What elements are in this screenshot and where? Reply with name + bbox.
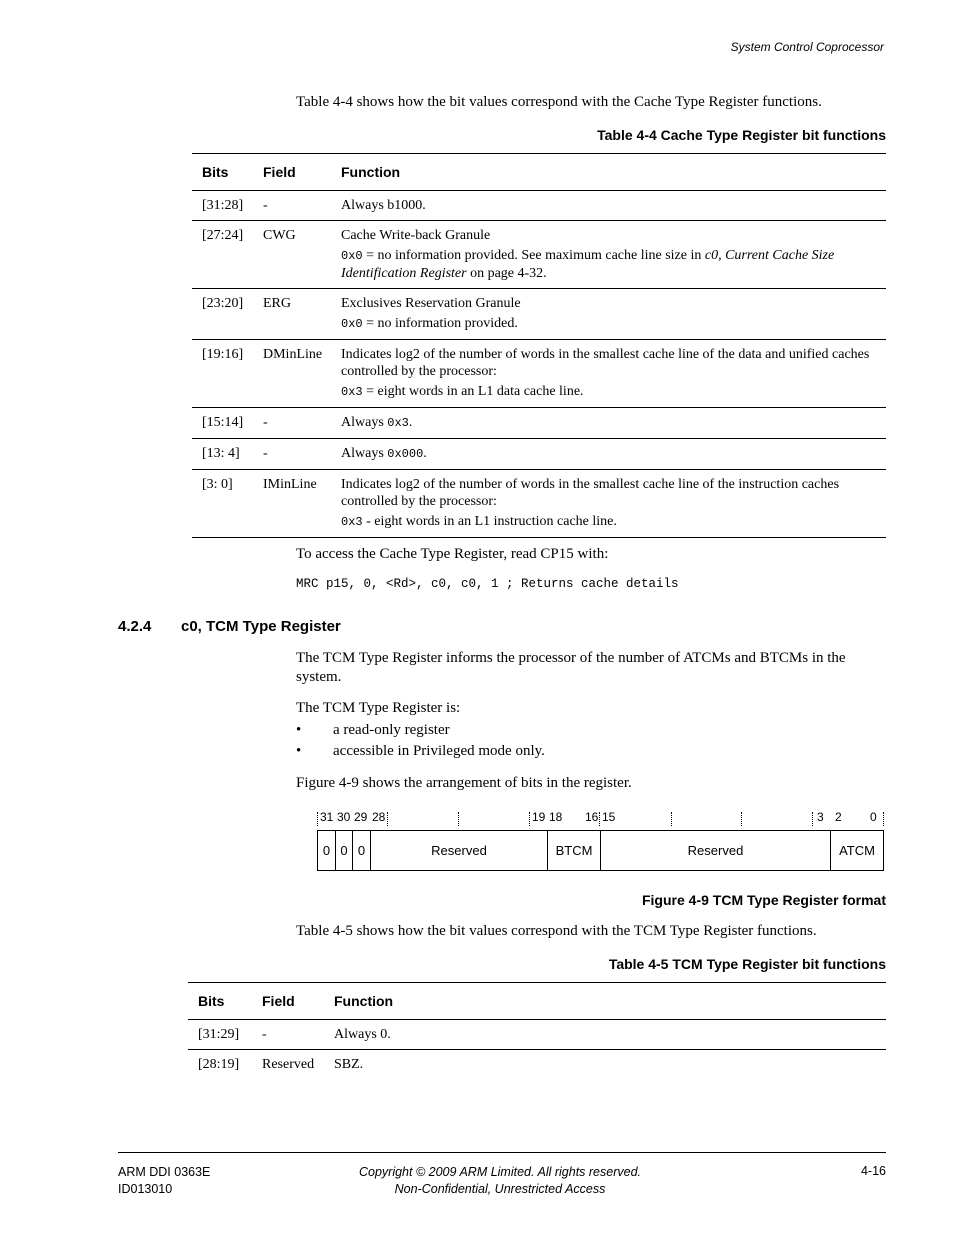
bit-number: 0 — [870, 810, 877, 824]
table-row — [192, 221, 886, 289]
bit-tick — [458, 812, 459, 826]
bit-tick — [387, 812, 388, 826]
cell-function: Always b1000. — [331, 191, 886, 221]
table1-intro: Table 4-4 shows how the bit values correspond with the Cache Type Register functions. — [296, 94, 822, 110]
cell-bits: [27:24] — [192, 221, 253, 289]
bit-tick — [741, 812, 742, 826]
code-value: 0x0 — [341, 249, 363, 263]
function-detail — [341, 247, 886, 282]
tcm-type-table — [188, 982, 886, 1079]
section-number: 4.2.4 — [118, 618, 152, 635]
cell-bits: [31:28] — [192, 191, 253, 221]
bit-tick — [883, 812, 884, 826]
cell-field: - — [252, 1020, 324, 1050]
function-detail — [341, 513, 886, 531]
function-detail — [341, 383, 886, 401]
bit-number: 31 — [320, 810, 334, 824]
bit-field-atcm: ATCM — [830, 830, 884, 871]
footer-doc-id: ARM DDI 0363E — [118, 1165, 211, 1179]
function-title: Cache Write-back Granule — [341, 228, 491, 243]
column-header-function: Function — [324, 983, 886, 1020]
table-header-row — [188, 983, 886, 1020]
cell-function — [331, 470, 886, 538]
footer-access-line: Non-Confidential, Unrestricted Access — [394, 1182, 606, 1196]
code-value: 0x3 — [387, 416, 409, 430]
punctuation: . — [423, 446, 427, 461]
access-instruction: To access the Cache Type Register, read CP15 with: — [296, 546, 609, 562]
function-title: Indicates log2 of the number of words in the smallest cache line of the instruction caches controlled by the processor: — [341, 477, 840, 509]
cell-function — [331, 221, 886, 289]
cross-reference-link[interactable]: c0, Current Cache Size Identification Register — [341, 248, 835, 281]
bit-number: 3 — [817, 810, 824, 824]
detail-text: = eight words in an L1 data cache line. — [362, 384, 584, 399]
code-example: MRC p15, 0, <Rd>, c0, c0, 1 ; Returns cache details — [296, 577, 679, 591]
cell-field: DMinLine — [253, 340, 331, 408]
cell-field: - — [253, 191, 331, 221]
bullet-icon: • — [296, 722, 302, 738]
list-item — [296, 742, 545, 761]
cell-bits: [15:14] — [192, 408, 253, 439]
column-header-field: Field — [253, 154, 331, 191]
footer-divider — [118, 1152, 886, 1153]
detail-text: - eight words in an L1 instruction cache line. — [362, 514, 617, 529]
bit-field-29: 0 — [352, 830, 370, 871]
table-row — [188, 1020, 886, 1050]
section-title: c0, TCM Type Register — [181, 618, 341, 635]
cache-type-table — [192, 153, 886, 538]
section-heading — [118, 618, 341, 635]
section-paragraph: The TCM Type Register informs the processor of the number of ATCMs and BTCMs in the system. — [296, 650, 846, 685]
running-header: System Control Coprocessor — [730, 40, 884, 54]
table-header-row — [192, 154, 886, 191]
code-value: 0x3 — [341, 515, 363, 529]
bit-field-reserved-high: Reserved — [370, 830, 547, 871]
page-number: 4-16 — [860, 1164, 886, 1178]
bit-tick — [529, 812, 530, 826]
figure-intro: Figure 4-9 shows the arrangement of bits in the register. — [296, 775, 632, 791]
column-header-field: Field — [252, 983, 324, 1020]
column-header-bits: Bits — [188, 983, 252, 1020]
table-row — [192, 439, 886, 470]
cell-function — [331, 439, 886, 470]
code-value: 0x0 — [341, 317, 363, 331]
tcm-register-bit-diagram — [317, 810, 884, 874]
cell-bits: [31:29] — [188, 1020, 252, 1050]
cell-field: ERG — [253, 289, 331, 340]
bit-number: 30 — [337, 810, 351, 824]
detail-text: = no information provided. See maximum cache line size in — [362, 248, 705, 263]
bit-number: 18 — [549, 810, 563, 824]
function-text: Always — [341, 446, 388, 461]
bit-field-btcm: BTCM — [547, 830, 600, 871]
code-value: 0x3 — [341, 385, 363, 399]
table-row — [192, 191, 886, 221]
bullet-icon: • — [296, 743, 302, 759]
cell-function — [331, 289, 886, 340]
page-reference: on page 4-32. — [466, 266, 547, 281]
list-item-text: a read-only register — [333, 722, 450, 738]
cell-field: Reserved — [262, 1057, 315, 1072]
bit-number: 16 — [585, 810, 599, 824]
bit-tick — [599, 812, 600, 826]
cell-function: Always 0. — [324, 1020, 886, 1050]
table-row — [192, 340, 886, 408]
bit-number: 19 — [532, 810, 546, 824]
cell-bits: [19:16] — [192, 340, 253, 408]
list-item — [296, 721, 450, 740]
cell-bits: [28:19] — [198, 1057, 240, 1072]
footer-copyright-line: Copyright © 2009 ARM Limited. All rights reserved. — [358, 1165, 641, 1179]
section-paragraph: The TCM Type Register is: — [296, 700, 461, 716]
cell-function: SBZ. — [334, 1057, 364, 1072]
bit-field-30: 0 — [335, 830, 352, 871]
table-row — [192, 289, 886, 340]
table1-caption: Table 4-4 Cache Type Register bit functions — [597, 127, 886, 143]
cell-function — [331, 408, 886, 439]
bit-field-reserved-low: Reserved — [600, 830, 830, 871]
footer-copyright — [300, 1164, 700, 1198]
function-title: Indicates log2 of the number of words in the smallest cache line of the data and unified caches controlled by the processor: — [341, 347, 870, 379]
function-title: Exclusives Reservation Granule — [341, 296, 521, 311]
list-item-text: accessible in Privileged mode only. — [333, 743, 545, 759]
cell-bits: [23:20] — [192, 289, 253, 340]
table-row — [192, 470, 886, 538]
detail-text: = no information provided. — [362, 316, 518, 331]
footer-document-ids — [118, 1164, 210, 1198]
cell-field: CWG — [253, 221, 331, 289]
cell-field: - — [253, 439, 331, 470]
cell-bits: [3: 0] — [192, 470, 253, 538]
cell-field: - — [253, 408, 331, 439]
column-header-function: Function — [331, 154, 886, 191]
table2-intro: Table 4-5 shows how the bit values correspond with the TCM Type Register functions. — [296, 923, 817, 939]
bit-tick — [317, 812, 318, 826]
table-row — [188, 1050, 886, 1080]
punctuation: . — [408, 415, 413, 430]
table-row — [192, 408, 886, 439]
figure-caption: Figure 4-9 TCM Type Register format — [641, 892, 886, 908]
cell-bits: [13: 4] — [192, 439, 253, 470]
cell-function — [331, 340, 886, 408]
code-value: 0x000 — [387, 447, 424, 461]
bit-number: 15 — [602, 810, 616, 824]
footer-id-code: ID013010 — [118, 1182, 173, 1196]
cell-field: IMinLine — [253, 470, 331, 538]
column-header-bits: Bits — [192, 154, 253, 191]
bit-number: 28 — [372, 810, 386, 824]
bit-tick — [671, 812, 672, 826]
function-detail — [341, 315, 886, 333]
table2-caption: Table 4-5 TCM Type Register bit functions — [608, 956, 886, 972]
bit-field-31: 0 — [317, 830, 335, 871]
bit-number: 29 — [354, 810, 368, 824]
bit-number: 2 — [835, 810, 842, 824]
function-text: Always — [341, 415, 388, 430]
bit-tick — [812, 812, 813, 826]
